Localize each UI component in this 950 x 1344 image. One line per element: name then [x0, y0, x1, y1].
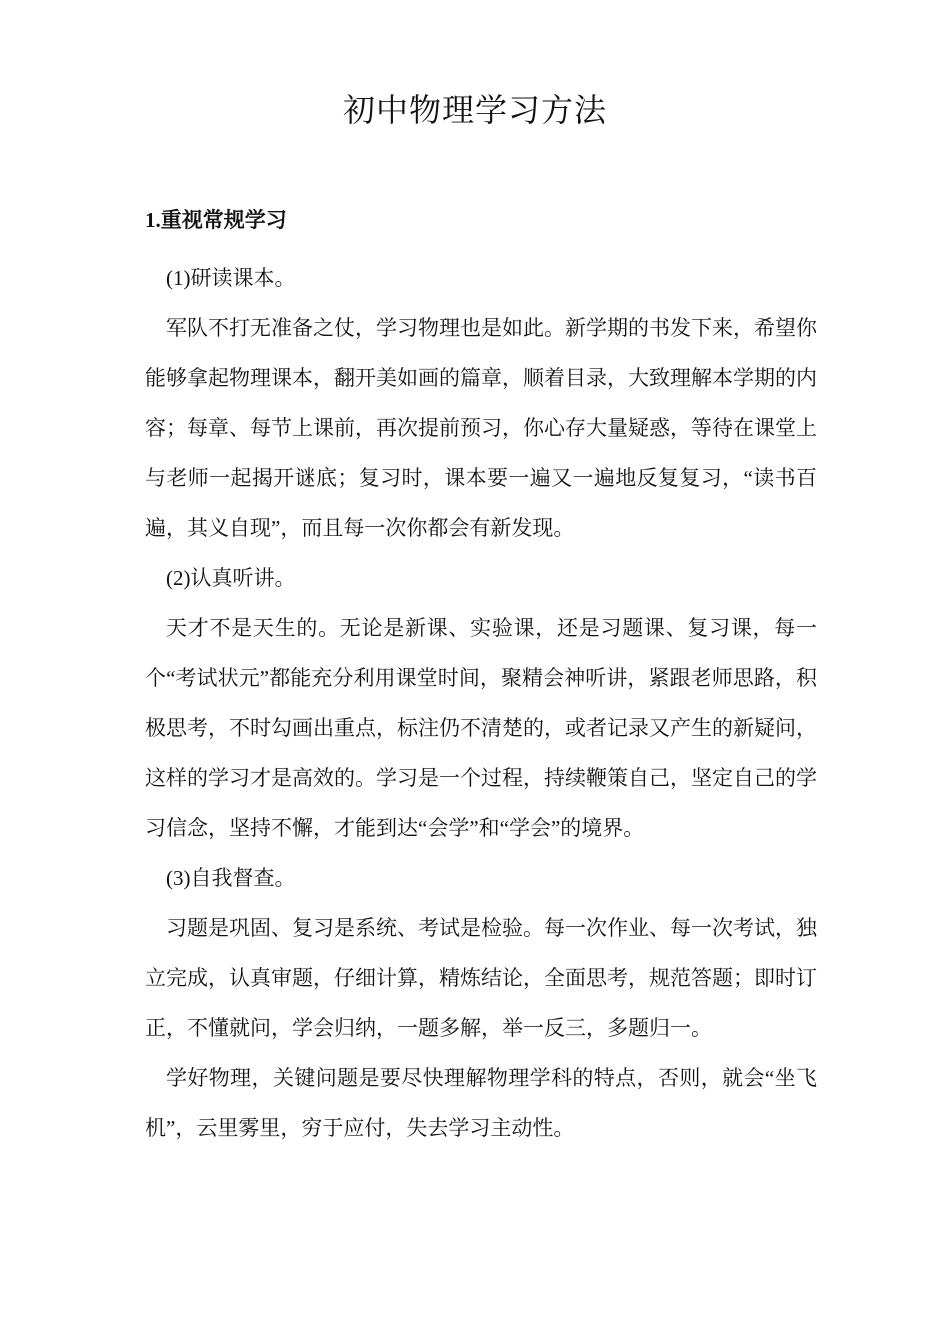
- paragraph-study-textbook: 军队不打无准备之仗，学习物理也是如此。新学期的书发下来，希望你能够拿起物理课本，翻开美如画的篇章，顺着目录，大致理解本学期的内容；每章、每节上课前，再次提前预习，你心存大量疑惑，等待在课堂上与老师一起揭开谜底；复习时，课本要一遍又一遍地反复复习，“读书百遍，其义自现”，而且每一次你都会有新发现。: [145, 316, 817, 540]
- subheading-self-check: (3)自我督查。: [166, 866, 296, 890]
- document-body: [145, 253, 817, 1153]
- paragraph-key-point: 学好物理，关键问题是要尽快理解物理学科的特点，否则，就会“坐飞机”，云里雾里，穷于应付，失去学习主动性。: [145, 1066, 817, 1140]
- paragraph-listen-carefully: 天才不是天生的。无论是新课、实验课，还是习题课、复习课，每一个“考试状元”都能充分利用课堂时间，聚精会神听讲，紧跟老师思路，积极思考，不时勾画出重点，标注仍不清楚的，或者记录又产生的新疑问，这样的学习才是高效的。学习是一个过程，持续鞭策自己，坚定自己的学习信念，坚持不懈，才能到达“会学”和“学会”的境界。: [145, 616, 817, 840]
- section-heading: 1.重视常规学习: [145, 208, 287, 232]
- subheading-study-textbook: (1)研读课本。: [166, 266, 296, 290]
- subheading-listen-carefully: (2)认真听讲。: [166, 566, 296, 590]
- document-title: 初中物理学习方法: [342, 92, 607, 128]
- paragraph-self-check: 习题是巩固、复习是系统、考试是检验。每一次作业、每一次考试，独立完成，认真审题，仔细计算，精炼结论，全面思考，规范答题；即时订正，不懂就问，学会归纳，一题多解，举一反三，多题归一。: [145, 916, 817, 1040]
